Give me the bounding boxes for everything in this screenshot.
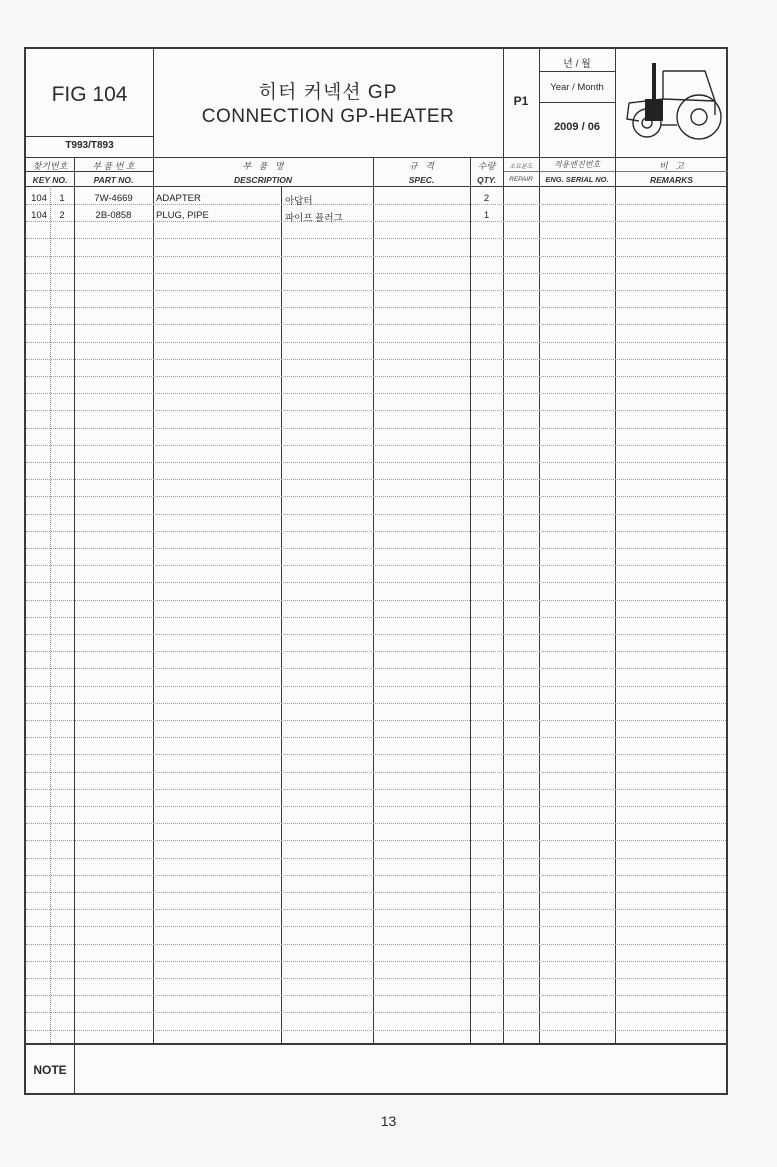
col-spec-ko: 규 격 [409,161,434,171]
row-divider [26,359,726,360]
row-divider [26,428,726,429]
row-divider [26,754,726,755]
row-divider [26,307,726,308]
col-qty-ko: 수량 [477,161,496,171]
tractor-icon [619,55,727,149]
col-qty-en: QTY. [476,175,497,185]
page-number: 13 [380,1113,397,1129]
row-divider [26,445,726,446]
row-divider [26,703,726,704]
row-divider [26,514,726,515]
row-divider [26,978,726,979]
row-divider [26,789,726,790]
date-label-korean: 년 / 월 [563,59,591,70]
row-divider [26,1030,726,1031]
row-2-desc-ko: 파이프 플러그 [285,213,343,224]
parts-list-sheet [24,47,728,1095]
row-divider [26,1012,726,1013]
row-divider [26,204,726,205]
row-divider [26,961,726,962]
row-divider [26,634,726,635]
row-divider [26,531,726,532]
row-divider [26,582,726,583]
col-key-ko: 찾기번호 [32,161,68,171]
row-divider [26,823,726,824]
row-divider [26,273,726,274]
row-divider [26,462,726,463]
row-divider [26,290,726,291]
row-divider [26,772,726,773]
col-desc-ko: 부 품 명 [242,161,284,171]
date-value: 2009 / 06 [554,121,600,133]
row-divider [26,686,726,687]
row-2-key: 2 [59,210,65,221]
row-divider [26,995,726,996]
row-divider [26,256,726,257]
row-divider [26,342,726,343]
row-divider [26,909,726,910]
row-divider [26,617,726,618]
row-2-desc-en: PLUG, PIPE [156,210,209,221]
row-divider [26,720,726,721]
row-divider [26,651,726,652]
row-divider [26,376,726,377]
col-spec-en: SPEC. [408,175,435,185]
row-1-desc-ko: 아답터 [285,196,313,207]
row-divider [26,858,726,859]
col-key-en: KEY NO. [32,175,68,185]
row-divider [26,944,726,945]
row-divider [26,840,726,841]
row-divider [26,238,726,239]
row-divider [26,393,726,394]
date-label-english: Year / Month [550,82,604,93]
row-divider [26,479,726,480]
row-2-part-no: 2B-0858 [95,210,132,221]
row-1-key: 1 [59,193,65,204]
col-desc-en: DESCRIPTION [233,175,293,185]
note-label: NOTE [33,1063,67,1077]
row-2-fig: 104 [31,210,47,221]
page-code: P1 [513,94,529,108]
title-english: CONNECTION GP-HEATER [201,106,455,127]
col-partno-en: PART NO. [93,175,134,185]
row-divider [26,668,726,669]
row-divider [26,221,726,222]
row-divider [26,548,726,549]
row-divider [26,892,726,893]
col-repair-ko: 소요분도 [509,164,533,170]
row-divider [26,496,726,497]
row-divider [26,737,726,738]
col-remarks-en: REMARKS [650,175,693,185]
model-number: T993/T893 [65,140,114,151]
col-repair-en: REPAIR [509,176,533,183]
row-divider [26,875,726,876]
row-1-part-no: 7W-4669 [94,193,133,204]
row-1-fig: 104 [31,193,47,204]
row-divider [26,324,726,325]
row-divider [26,806,726,807]
title-korean: 히터 커넥션 GP [258,82,398,103]
row-divider [26,565,726,566]
col-engserial-en: ENG. SERIAL NO. [545,175,609,184]
row-1-desc-en: ADAPTER [156,193,201,204]
row-2-qty: 1 [483,210,490,221]
row-1-qty: 2 [483,193,490,204]
row-divider [26,926,726,927]
col-engserial-ko: 적용엔진번호 [553,160,601,169]
row-divider [26,410,726,411]
row-divider [26,600,726,601]
col-partno-ko: 부 품 번 호 [92,161,135,171]
col-remarks-ko: 비 고 [659,161,684,171]
figure-number: FIG 104 [51,83,128,106]
